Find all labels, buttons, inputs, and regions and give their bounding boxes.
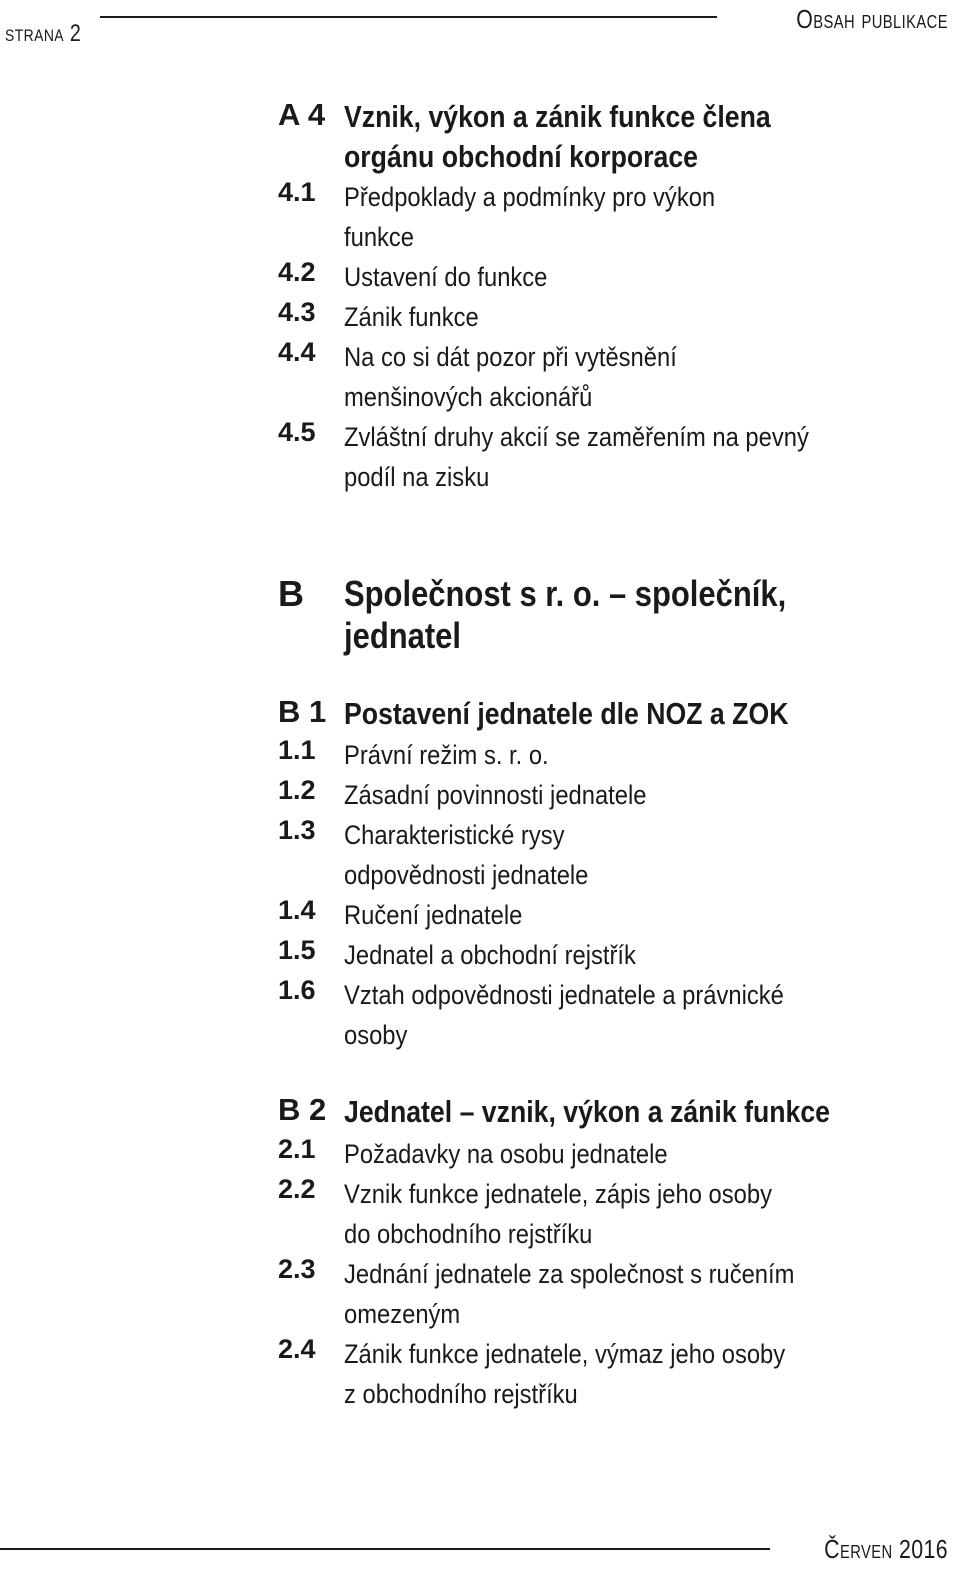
toc-item-number: 4.1 [278,177,316,207]
toc-item-number: 2.2 [278,1174,316,1204]
toc-chapter-number: A 4 [278,97,326,132]
toc-item-label: omezeným [344,1299,461,1329]
toc-item-number: 4.5 [278,417,316,447]
toc-item-label: Ustavení do funkce [344,262,548,292]
toc-chapter-title: Jednatel – vznik, výkon a zánik funkce [344,1094,831,1129]
toc-item-number: 1.3 [278,815,316,845]
toc-item-label: z obchodního rejstříku [344,1379,578,1409]
toc-item-label: Jednání jednatele za společnost s ručením [344,1259,795,1289]
toc-item-number: 1.5 [278,935,316,965]
toc-item-number: 2.3 [278,1254,316,1284]
toc-item-number: 4.2 [278,257,316,287]
toc-item-number: 1.2 [278,775,316,805]
toc-item-label: Požadavky na osobu jednatele [344,1139,668,1169]
toc-section-title-line: jednatel [344,615,462,656]
toc-item-number: 4.3 [278,297,316,327]
toc-chapter-title-line: Vznik, výkon a zánik funkce člena [344,99,771,134]
toc-item-label: menšinových akcionářů [344,382,593,412]
toc-item-number: 1.1 [278,735,316,765]
page-label: strana 2 [5,20,82,47]
toc-item-label: Zánik funkce [344,302,479,332]
toc-chapter-title-line: orgánu obchodní korporace [344,139,699,174]
toc-section-title-line: Společnost s r. o. – společník, [344,573,787,614]
toc-item-label: podíl na zisku [344,462,490,492]
header-title: Obsah publikace [796,4,948,34]
toc-item-label: osoby [344,1020,408,1050]
toc-item-number: 1.4 [278,895,316,925]
toc-item-label: Zvláštní druhy akcií se zaměřením na pevný [344,422,809,452]
toc-item-label: do obchodního rejstříku [344,1219,593,1249]
toc-chapter-number: B 1 [278,694,327,729]
toc-item-label: odpovědnosti jednatele [344,860,589,890]
header-rule [100,16,717,18]
toc-section-letter: B [278,573,304,614]
toc-item-label: Charakteristické rysy [344,820,565,850]
toc-item-number: 1.6 [278,975,316,1005]
toc-item-number: 2.4 [278,1334,316,1364]
toc-item-label: Jednatel a obchodní rejstřík [344,940,636,970]
toc-item-label: Předpoklady a podmínky pro výkon [344,182,716,212]
toc-item-number: 2.1 [278,1134,316,1164]
toc-item-label: Vznik funkce jednatele, zápis jeho osoby [344,1179,772,1209]
issue-date: Červen 2016 [824,1534,948,1564]
toc-item-label: Právní režim s. r. o. [344,740,549,770]
toc-item-label: Zánik funkce jednatele, výmaz jeho osoby [344,1339,786,1369]
footer-rule [0,1548,770,1550]
toc-item-number: 4.4 [278,337,316,367]
toc-item-label: Ručení jednatele [344,900,523,930]
toc-item-label: Na co si dát pozor při vytěsnění [344,342,677,372]
toc-item-label: funkce [344,222,415,252]
toc-chapter-number: B 2 [278,1092,327,1127]
toc-item-label: Zásadní povinnosti jednatele [344,780,647,810]
toc-chapter-title: Postavení jednatele dle NOZ a ZOK [344,696,789,731]
toc-item-label: Vztah odpovědnosti jednatele a právnické [344,980,784,1010]
